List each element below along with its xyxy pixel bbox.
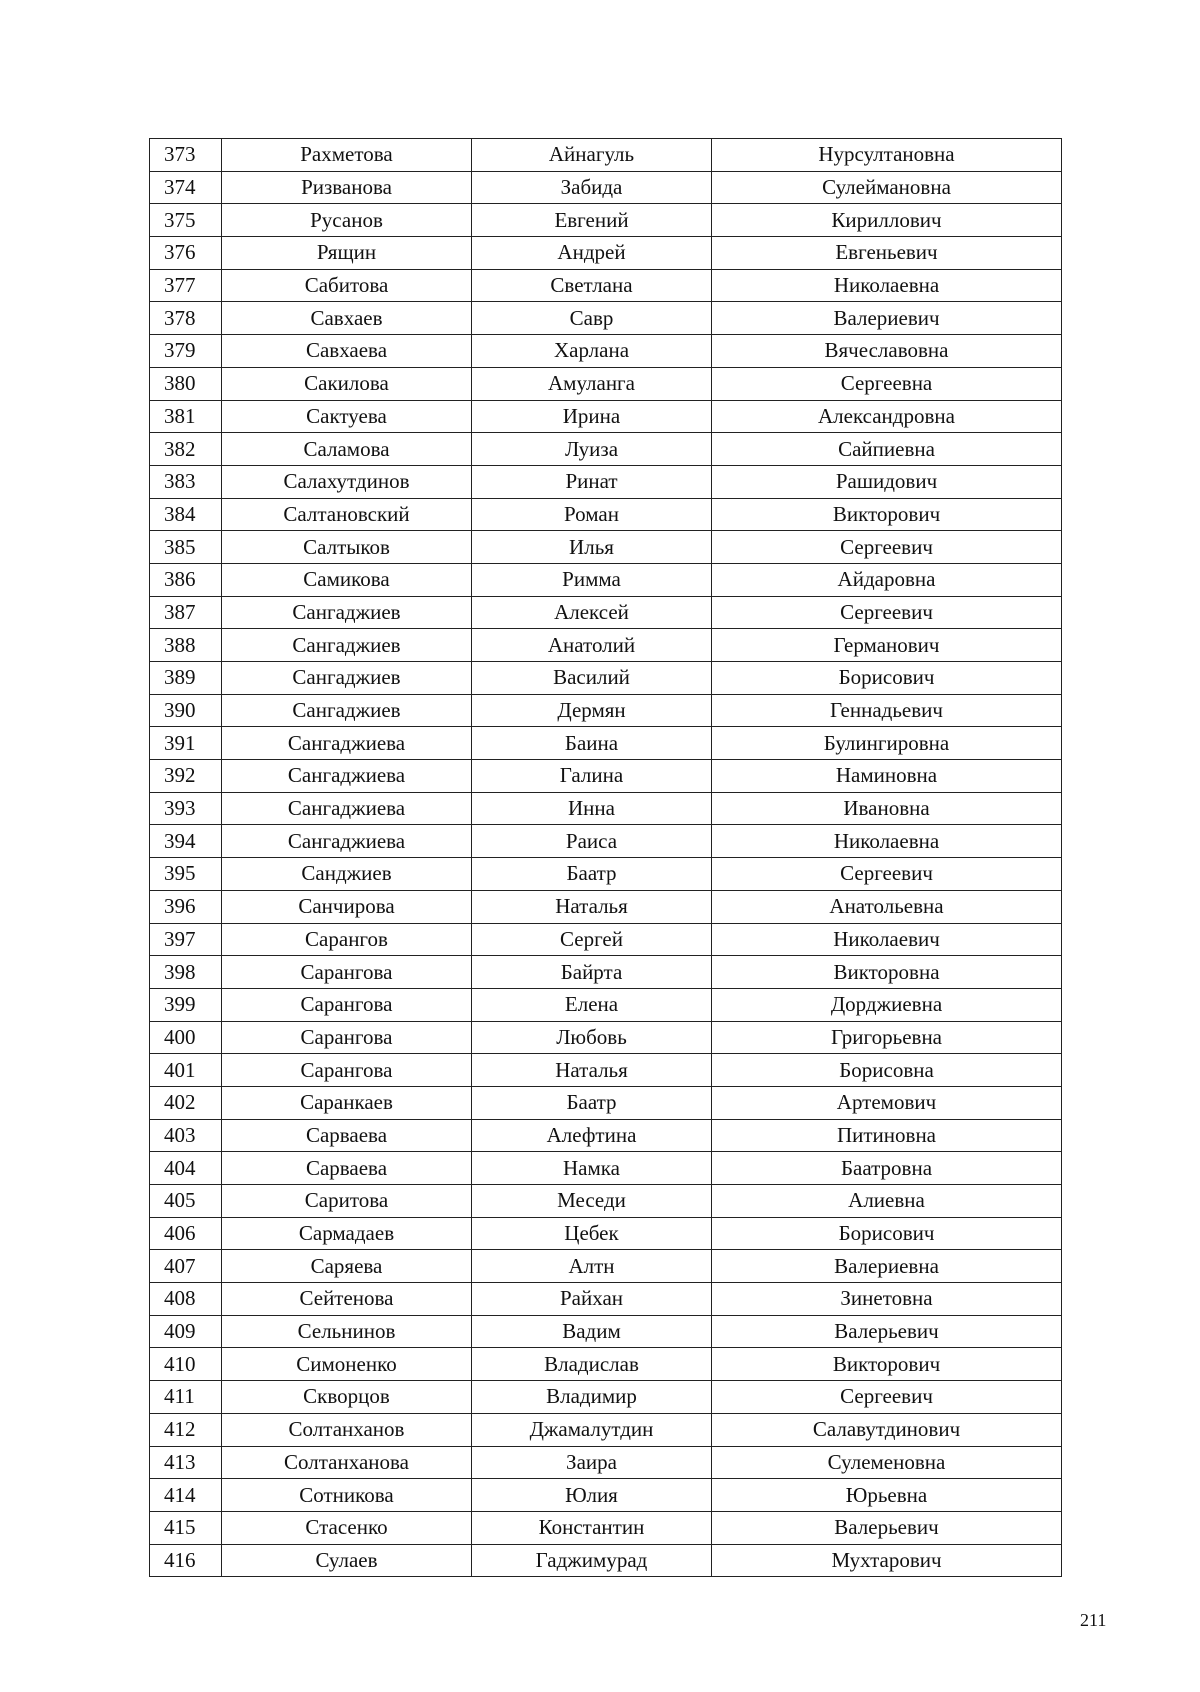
row-number-cell: 412 [150,1413,222,1446]
first-name-cell: Гаджимурад [472,1544,712,1577]
row-number-cell: 396 [150,890,222,923]
patronymic-cell: Наминовна [712,760,1062,793]
first-name-cell: Наталья [472,1054,712,1087]
last-name-cell: Сангаджиева [222,727,472,760]
row-number-cell: 385 [150,531,222,564]
patronymic-cell: Викторович [712,1348,1062,1381]
last-name-cell: Ризванова [222,171,472,204]
first-name-cell: Райхан [472,1283,712,1316]
last-name-cell: Сармадаев [222,1217,472,1250]
page-number: 211 [1080,1610,1107,1630]
first-name-cell: Ирина [472,400,712,433]
table-row [150,498,1062,531]
row-number-cell: 406 [150,1217,222,1250]
first-name-cell: Меседи [472,1185,712,1218]
patronymic-cell: Салавутдинович [712,1413,1062,1446]
first-name-cell: Айнагуль [472,139,712,172]
last-name-cell: Саритова [222,1185,472,1218]
first-name-cell: Галина [472,760,712,793]
last-name-cell: Салтыков [222,531,472,564]
first-name-cell: Алефтина [472,1119,712,1152]
table-row [150,694,1062,727]
last-name-cell: Сангаджиева [222,825,472,858]
row-number-cell: 405 [150,1185,222,1218]
row-number-cell: 411 [150,1381,222,1414]
table-row [150,269,1062,302]
patronymic-cell: Николаевич [712,923,1062,956]
last-name-cell: Салахутдинов [222,465,472,498]
first-name-cell: Андрей [472,237,712,270]
row-number-cell: 386 [150,563,222,596]
row-number-cell: 398 [150,956,222,989]
last-name-cell: Сангаджиев [222,694,472,727]
patronymic-cell: Николаевна [712,269,1062,302]
row-number-cell: 382 [150,433,222,466]
first-name-cell: Забида [472,171,712,204]
row-number-cell: 378 [150,302,222,335]
patronymic-cell: Вячеславовна [712,335,1062,368]
table-row [150,400,1062,433]
patronymic-cell: Зинетовна [712,1283,1062,1316]
row-number-cell: 383 [150,465,222,498]
row-number-cell: 404 [150,1152,222,1185]
table-row [150,662,1062,695]
first-name-cell: Баатр [472,858,712,891]
row-number-cell: 414 [150,1479,222,1512]
table-row [150,1381,1062,1414]
table-row [150,1544,1062,1577]
table-row [150,1185,1062,1218]
last-name-cell: Сарваева [222,1152,472,1185]
first-name-cell: Инна [472,792,712,825]
last-name-cell: Саламова [222,433,472,466]
row-number-cell: 389 [150,662,222,695]
row-number-cell: 403 [150,1119,222,1152]
patronymic-cell: Сергеевич [712,1381,1062,1414]
first-name-cell: Вадим [472,1315,712,1348]
first-name-cell: Римма [472,563,712,596]
patronymic-cell: Борисович [712,662,1062,695]
table-row [150,335,1062,368]
table-row [150,1086,1062,1119]
row-number-cell: 377 [150,269,222,302]
names-table [149,138,1062,1577]
first-name-cell: Евгений [472,204,712,237]
last-name-cell: Солтанханова [222,1446,472,1479]
first-name-cell: Раиса [472,825,712,858]
table-row [150,563,1062,596]
patronymic-cell: Сайпиевна [712,433,1062,466]
row-number-cell: 395 [150,858,222,891]
patronymic-cell: Питиновна [712,1119,1062,1152]
patronymic-cell: Германович [712,629,1062,662]
first-name-cell: Юлия [472,1479,712,1512]
patronymic-cell: Николаевна [712,825,1062,858]
first-name-cell: Харлана [472,335,712,368]
row-number-cell: 416 [150,1544,222,1577]
first-name-cell: Алтн [472,1250,712,1283]
last-name-cell: Скворцов [222,1381,472,1414]
table-row [150,727,1062,760]
last-name-cell: Савхаева [222,335,472,368]
patronymic-cell: Дорджиевна [712,988,1062,1021]
first-name-cell: Наталья [472,890,712,923]
table-row [150,302,1062,335]
first-name-cell: Константин [472,1511,712,1544]
table-row [150,1054,1062,1087]
row-number-cell: 401 [150,1054,222,1087]
table-row [150,792,1062,825]
last-name-cell: Салтановский [222,498,472,531]
last-name-cell: Сангаджиева [222,760,472,793]
patronymic-cell: Валерьевич [712,1315,1062,1348]
row-number-cell: 415 [150,1511,222,1544]
first-name-cell: Светлана [472,269,712,302]
patronymic-cell: Рашидович [712,465,1062,498]
patronymic-cell: Борисовна [712,1054,1062,1087]
patronymic-cell: Алиевна [712,1185,1062,1218]
patronymic-cell: Сергеевич [712,531,1062,564]
first-name-cell: Любовь [472,1021,712,1054]
last-name-cell: Сарангова [222,1021,472,1054]
row-number-cell: 400 [150,1021,222,1054]
patronymic-cell: Борисович [712,1217,1062,1250]
patronymic-cell: Баатровна [712,1152,1062,1185]
last-name-cell: Русанов [222,204,472,237]
table-row [150,1511,1062,1544]
table-row [150,596,1062,629]
row-number-cell: 375 [150,204,222,237]
patronymic-cell: Ивановна [712,792,1062,825]
first-name-cell: Роман [472,498,712,531]
table-row [150,237,1062,270]
last-name-cell: Рахметова [222,139,472,172]
table-row [150,367,1062,400]
patronymic-cell: Айдаровна [712,563,1062,596]
row-number-cell: 410 [150,1348,222,1381]
last-name-cell: Сангаджиева [222,792,472,825]
row-number-cell: 397 [150,923,222,956]
row-number-cell: 399 [150,988,222,1021]
last-name-cell: Савхаев [222,302,472,335]
table-row [150,825,1062,858]
first-name-cell: Савр [472,302,712,335]
table-row [150,465,1062,498]
table-row [150,204,1062,237]
row-number-cell: 376 [150,237,222,270]
table-row [150,923,1062,956]
row-number-cell: 381 [150,400,222,433]
row-number-cell: 409 [150,1315,222,1348]
first-name-cell: Заира [472,1446,712,1479]
patronymic-cell: Викторовна [712,956,1062,989]
table-row [150,890,1062,923]
row-number-cell: 407 [150,1250,222,1283]
first-name-cell: Амуланга [472,367,712,400]
table-row [150,1479,1062,1512]
names-table-body [150,139,1062,1577]
patronymic-cell: Артемович [712,1086,1062,1119]
first-name-cell: Анатолий [472,629,712,662]
last-name-cell: Санджиев [222,858,472,891]
patronymic-cell: Александровна [712,400,1062,433]
table-row [150,1348,1062,1381]
table-row [150,433,1062,466]
patronymic-cell: Юрьевна [712,1479,1062,1512]
last-name-cell: Санчирова [222,890,472,923]
patronymic-cell: Анатольевна [712,890,1062,923]
first-name-cell: Намка [472,1152,712,1185]
last-name-cell: Самикова [222,563,472,596]
last-name-cell: Сельнинов [222,1315,472,1348]
patronymic-cell: Сергеевич [712,858,1062,891]
patronymic-cell: Геннадьевич [712,694,1062,727]
first-name-cell: Дермян [472,694,712,727]
first-name-cell: Сергей [472,923,712,956]
last-name-cell: Стасенко [222,1511,472,1544]
first-name-cell: Василий [472,662,712,695]
table-row [150,956,1062,989]
last-name-cell: Сарангова [222,956,472,989]
first-name-cell: Баина [472,727,712,760]
first-name-cell: Илья [472,531,712,564]
table-row [150,1250,1062,1283]
row-number-cell: 388 [150,629,222,662]
patronymic-cell: Сулеменовна [712,1446,1062,1479]
patronymic-cell: Сергеевич [712,596,1062,629]
last-name-cell: Сарангов [222,923,472,956]
row-number-cell: 374 [150,171,222,204]
last-name-cell: Сарангова [222,988,472,1021]
row-number-cell: 384 [150,498,222,531]
row-number-cell: 387 [150,596,222,629]
row-number-cell: 373 [150,139,222,172]
last-name-cell: Саранкаев [222,1086,472,1119]
table-row [150,1217,1062,1250]
table-row [150,1315,1062,1348]
patronymic-cell: Валерьевич [712,1511,1062,1544]
last-name-cell: Сангаджиев [222,629,472,662]
last-name-cell: Рящин [222,237,472,270]
first-name-cell: Владимир [472,1381,712,1414]
row-number-cell: 408 [150,1283,222,1316]
last-name-cell: Солтанханов [222,1413,472,1446]
last-name-cell: Сангаджиев [222,662,472,695]
last-name-cell: Сарангова [222,1054,472,1087]
patronymic-cell: Валериевич [712,302,1062,335]
patronymic-cell: Кириллович [712,204,1062,237]
row-number-cell: 379 [150,335,222,368]
row-number-cell: 413 [150,1446,222,1479]
row-number-cell: 390 [150,694,222,727]
first-name-cell: Елена [472,988,712,1021]
table-row [150,629,1062,662]
table-row [150,1413,1062,1446]
first-name-cell: Ринат [472,465,712,498]
row-number-cell: 392 [150,760,222,793]
table-row [150,171,1062,204]
first-name-cell: Алексей [472,596,712,629]
row-number-cell: 393 [150,792,222,825]
last-name-cell: Симоненко [222,1348,472,1381]
patronymic-cell: Сулеймановна [712,171,1062,204]
first-name-cell: Владислав [472,1348,712,1381]
last-name-cell: Сангаджиев [222,596,472,629]
table-row [150,1152,1062,1185]
table-row [150,1446,1062,1479]
last-name-cell: Сейтенова [222,1283,472,1316]
patronymic-cell: Григорьевна [712,1021,1062,1054]
last-name-cell: Сакилова [222,367,472,400]
first-name-cell: Луиза [472,433,712,466]
table-row [150,1283,1062,1316]
table-row [150,760,1062,793]
last-name-cell: Саряева [222,1250,472,1283]
first-name-cell: Цебек [472,1217,712,1250]
row-number-cell: 380 [150,367,222,400]
row-number-cell: 402 [150,1086,222,1119]
patronymic-cell: Булингировна [712,727,1062,760]
first-name-cell: Байрта [472,956,712,989]
patronymic-cell: Сергеевна [712,367,1062,400]
last-name-cell: Сактуева [222,400,472,433]
patronymic-cell: Нурсултановна [712,139,1062,172]
table-row [150,858,1062,891]
first-name-cell: Джамалутдин [472,1413,712,1446]
last-name-cell: Сотникова [222,1479,472,1512]
last-name-cell: Сулаев [222,1544,472,1577]
table-row [150,1021,1062,1054]
patronymic-cell: Мухтарович [712,1544,1062,1577]
table-row [150,1119,1062,1152]
patronymic-cell: Викторович [712,498,1062,531]
patronymic-cell: Евгеньевич [712,237,1062,270]
table-row [150,531,1062,564]
table-row [150,988,1062,1021]
patronymic-cell: Валериевна [712,1250,1062,1283]
row-number-cell: 394 [150,825,222,858]
last-name-cell: Сарваева [222,1119,472,1152]
row-number-cell: 391 [150,727,222,760]
table-row [150,139,1062,172]
last-name-cell: Сабитова [222,269,472,302]
first-name-cell: Баатр [472,1086,712,1119]
